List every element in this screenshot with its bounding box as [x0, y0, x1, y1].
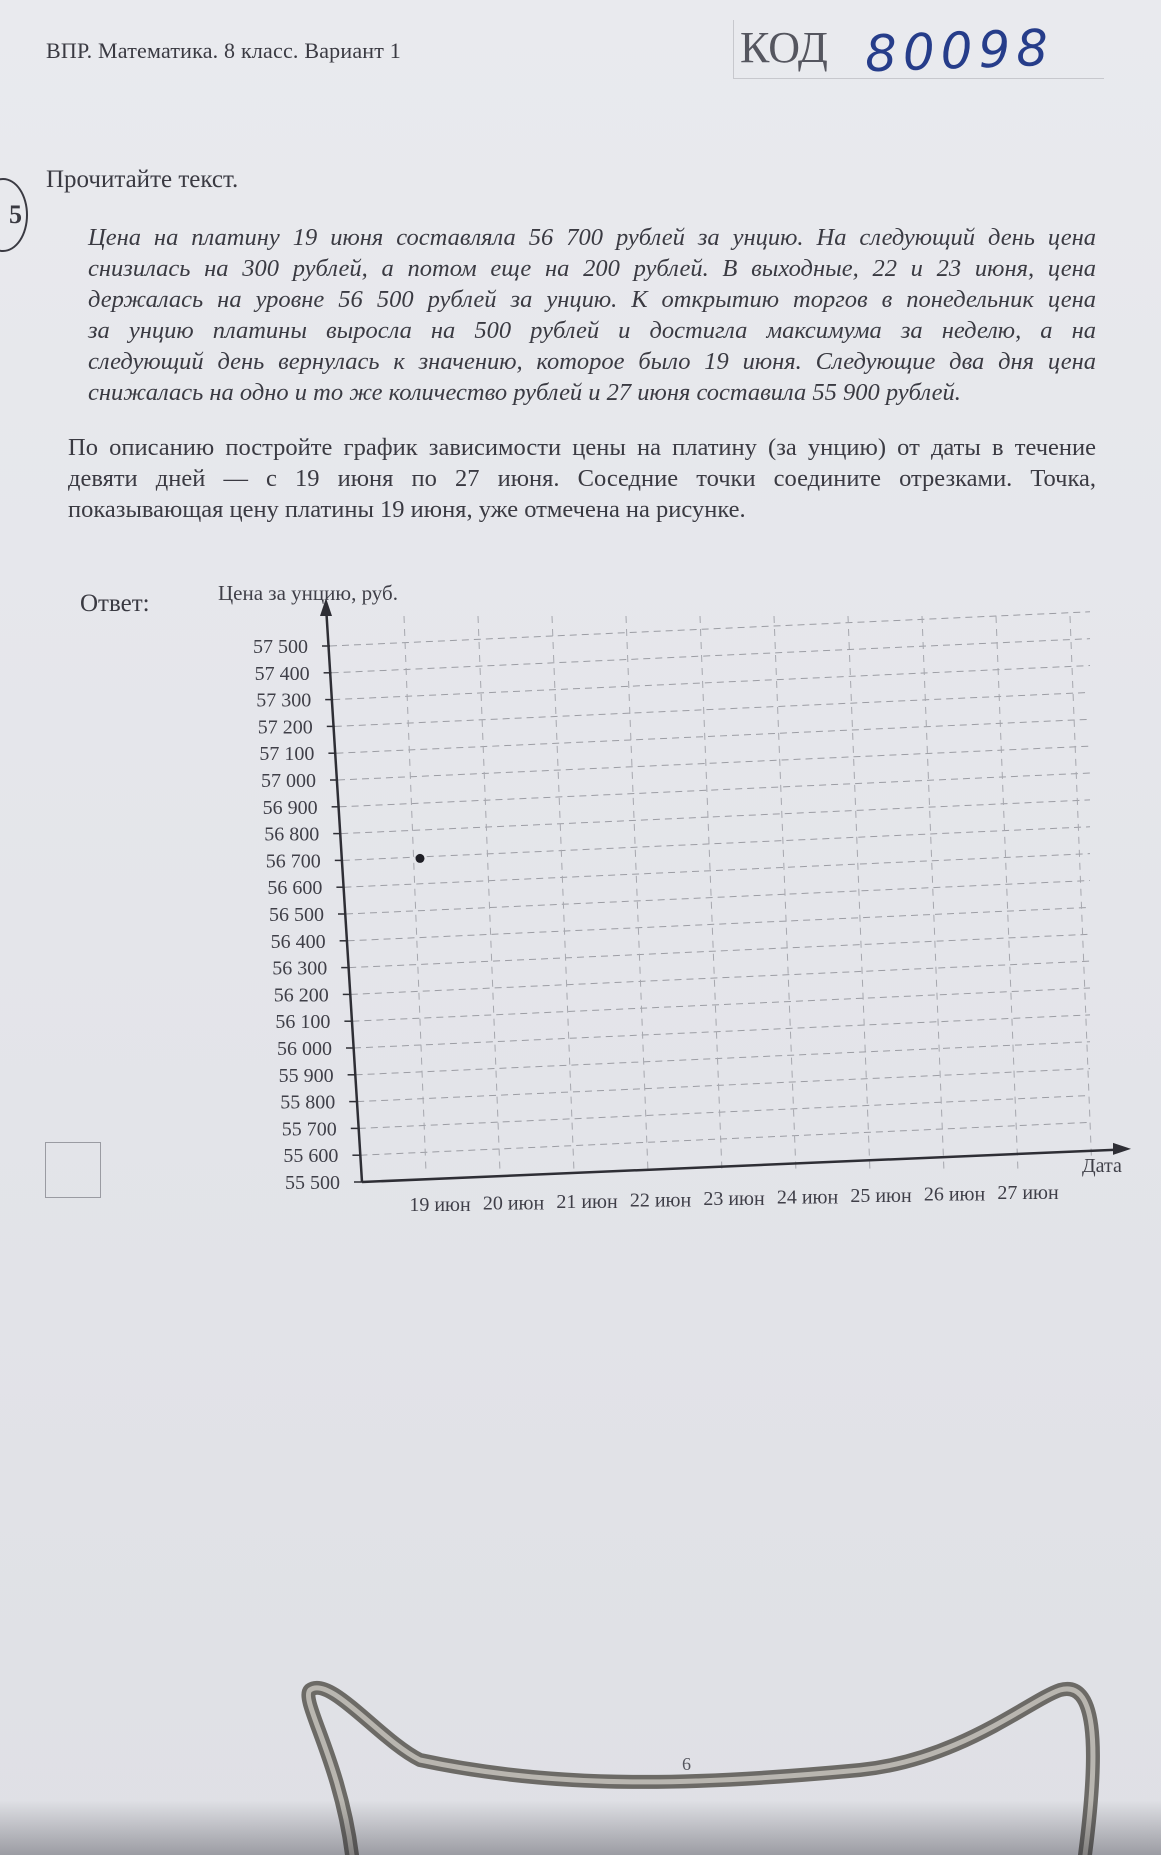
code-label: КОД — [740, 23, 828, 72]
y-tick-label: 55 800 — [280, 1091, 336, 1114]
x-axis-title: Дата — [1082, 1155, 1122, 1177]
y-tick-label: 56 400 — [270, 930, 326, 953]
y-tick-label: 56 900 — [262, 796, 318, 819]
x-tick-label: 19 июн — [409, 1194, 471, 1216]
y-tick-label: 56 500 — [269, 904, 324, 926]
y-tick-label: 55 600 — [283, 1145, 339, 1168]
y-tick-label: 57 100 — [259, 743, 315, 766]
story-line: следующий день вернулась к значению, которое было 19 июня. Следующие два дня цена — [88, 348, 1096, 375]
y-tick-label: 57 400 — [254, 662, 310, 685]
story-line: за унцию платины выросла на 500 рублей и достигла максимума за неделю, а на — [88, 317, 1096, 344]
x-tick-label: 27 июн — [997, 1182, 1059, 1204]
x-tick-label: 25 июн — [850, 1185, 912, 1207]
y-tick-label: 56 100 — [275, 1011, 331, 1034]
task-number-badge: 5 — [0, 178, 28, 252]
story-line: снизилась на 300 рублей, а потом еще на 200 рублей. В выходные, 22 и 23 июня, цена — [88, 255, 1096, 282]
code-value-handwritten: 80098 — [864, 18, 1056, 84]
story-line: держалась на уровне 56 500 рублей за унцию. К открытию торгов в понедельник цена — [88, 286, 1096, 313]
task-intro: Прочитайте текст. — [46, 166, 239, 193]
y-tick-label: 56 000 — [277, 1038, 332, 1060]
y-tick-label: 56 200 — [273, 984, 329, 1007]
y-tick-label: 56 800 — [264, 823, 320, 846]
answer-label: Ответ: — [80, 590, 150, 617]
task-instruction: По описанию постройте график зависимости цены на платину (за унцию) от даты в течение девяти дней — с 19 июня по 27 июня. Соседние точки соедините отрезками. Точка, показывающая цену платины 19 июня, уже отмечена на рисунке. — [68, 434, 1096, 523]
x-tick-label: 20 июн — [482, 1192, 545, 1215]
y-tick-label: 56 300 — [272, 957, 328, 980]
y-tick-label: 55 700 — [281, 1118, 337, 1141]
y-tick-label: 57 500 — [253, 636, 308, 658]
y-tick-label: 56 600 — [267, 877, 323, 900]
page-number: 6 — [682, 1754, 691, 1774]
x-tick-label: 24 июн — [776, 1186, 839, 1209]
x-tick-label: 21 июн — [556, 1191, 618, 1213]
x-tick-label: 26 июн — [923, 1183, 986, 1206]
worksheet-header: ВПР. Математика. 8 класс. Вариант 1 — [46, 38, 401, 63]
y-tick-label: 57 300 — [256, 689, 312, 712]
bottom-shadow — [0, 1800, 1161, 1855]
y-tick-label: 57 000 — [261, 770, 316, 792]
y-tick-label: 57 200 — [257, 716, 313, 739]
y-tick-label: 55 500 — [285, 1172, 340, 1194]
y-tick-label: 55 900 — [278, 1064, 334, 1087]
story-line: снижалась на одно и то же количество рублей и 27 июня составила 55 900 рублей. — [88, 379, 961, 406]
y-tick-label: 56 700 — [265, 850, 321, 873]
x-tick-label: 22 июн — [629, 1189, 692, 1212]
story-line: Цена на платину 19 июня составляла 56 700 рублей за унцию. На следующий день цена — [88, 224, 1096, 251]
x-tick-label: 23 июн — [703, 1188, 765, 1210]
y-axis-title: Цена за унцию, руб. — [218, 581, 398, 605]
